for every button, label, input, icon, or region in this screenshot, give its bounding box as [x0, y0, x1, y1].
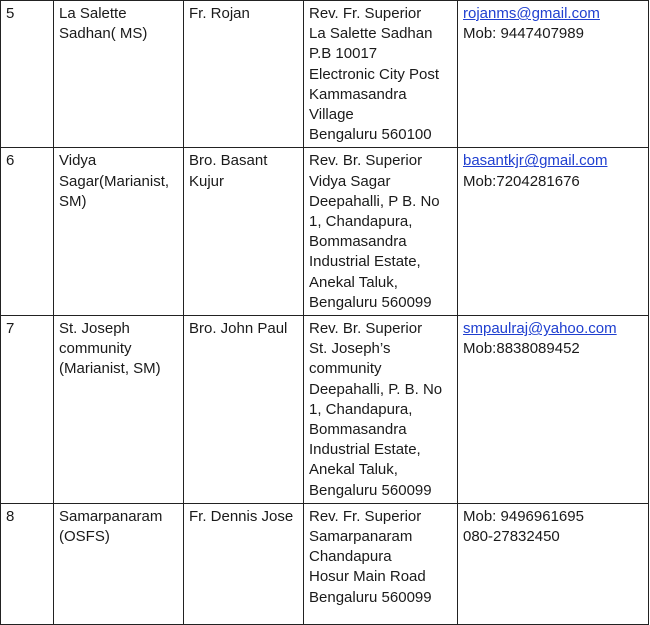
- community-name-line: community: [59, 340, 132, 358]
- contact-cell: [458, 503, 649, 624]
- address-line: Bommasandra: [309, 233, 407, 251]
- email-link[interactable]: smpaulraj@yahoo.com: [463, 320, 617, 338]
- community-name-line: (OSFS): [59, 528, 110, 546]
- email-link[interactable]: rojanms@gmail.com: [463, 5, 600, 22]
- community-name-line: Vidya: [59, 152, 97, 170]
- address-line: St. Joseph’s: [309, 340, 391, 358]
- superior-name-line: Bro. John Paul: [189, 320, 288, 338]
- superior-name-cell: [184, 1, 304, 148]
- community-name-line: St. Joseph: [59, 320, 130, 338]
- superior-name-cell: [184, 316, 304, 504]
- serial-number: 8: [6, 507, 15, 525]
- address-line: Kammasandra: [309, 85, 407, 103]
- address-cell: [304, 316, 458, 504]
- address-line: Bengaluru 560099: [309, 481, 432, 499]
- community-name-line: Sadhan( MS): [59, 25, 148, 43]
- address-line: 1, Chandapura,: [309, 213, 413, 231]
- superior-name-line: Kujur: [189, 172, 225, 190]
- community-name-line: SM): [59, 192, 87, 210]
- address-line: Bommasandra: [309, 421, 407, 439]
- address-line: Rev. Br. Superior: [309, 320, 423, 338]
- address-cell: [304, 148, 458, 316]
- address-line: Bengaluru 560099: [309, 293, 432, 311]
- address-line: Rev. Br. Superior: [309, 152, 423, 170]
- address-line: Samarpanaram: [309, 528, 413, 546]
- address-line: 1, Chandapura,: [309, 400, 413, 418]
- address-cell: [304, 503, 458, 624]
- phone-number: Mob: 9496961695: [463, 507, 584, 525]
- phone-number: Mob:8838089452: [463, 340, 580, 358]
- contact-cell: [458, 148, 649, 316]
- address-cell: [304, 1, 458, 148]
- phone-number: Mob:7204281676: [463, 172, 580, 190]
- serial-number-cell: [1, 503, 54, 624]
- serial-number-cell: [1, 148, 54, 316]
- address-line: Industrial Estate,: [309, 441, 421, 459]
- address-line: Village: [309, 106, 354, 124]
- community-name-line: (Marianist, SM): [59, 360, 161, 378]
- address-line: Hosur Main Road: [309, 568, 426, 586]
- address-line: Electronic City Post: [309, 65, 440, 83]
- serial-number-cell: [1, 316, 54, 504]
- address-line: La Salette Sadhan: [309, 25, 433, 43]
- community-name-line: La Salette: [59, 5, 127, 22]
- table-row: [1, 503, 649, 624]
- address-line: Vidya Sagar: [309, 172, 391, 190]
- address-line: Bengaluru 560100: [309, 126, 432, 144]
- address-line: Rev. Fr. Superior: [309, 5, 422, 22]
- serial-number-cell: [1, 1, 54, 148]
- community-name-cell: [54, 1, 184, 148]
- address-line: Anekal Taluk,: [309, 461, 398, 479]
- superior-name-line: Fr. Rojan: [189, 5, 250, 22]
- contact-cell: [458, 1, 649, 148]
- phone-number: 080-27832450: [463, 528, 560, 546]
- address-line: Rev. Fr. Superior: [309, 507, 422, 525]
- superior-name-line: Bro. Basant: [189, 152, 268, 170]
- table-row: [1, 316, 649, 504]
- address-line: Anekal Taluk,: [309, 273, 398, 291]
- superior-name-line: Fr. Dennis Jose: [189, 507, 294, 525]
- superior-name-cell: [184, 148, 304, 316]
- address-line: community: [309, 360, 382, 378]
- serial-number: 7: [6, 320, 15, 338]
- address-line: Bengaluru 560099: [309, 588, 432, 606]
- community-name-line: Sagar(Marianist,: [59, 172, 170, 190]
- address-line: Chandapura: [309, 548, 392, 566]
- community-name-cell: [54, 148, 184, 316]
- contact-cell: [458, 316, 649, 504]
- table-row: [1, 1, 649, 148]
- serial-number: 6: [6, 152, 15, 170]
- phone-number: Mob: 9447407989: [463, 25, 584, 43]
- community-name-cell: [54, 316, 184, 504]
- table-row: [1, 148, 649, 316]
- serial-number: 5: [6, 5, 15, 22]
- email-link[interactable]: basantkjr@gmail.com: [463, 152, 608, 170]
- table-body: [1, 1, 649, 625]
- address-line: P.B 10017: [309, 45, 378, 63]
- address-line: Industrial Estate,: [309, 253, 421, 271]
- community-name-line: Samarpanaram: [59, 507, 163, 525]
- community-name-cell: [54, 503, 184, 624]
- address-line: Deepahalli, P B. No: [309, 192, 440, 210]
- address-line: Deepahalli, P. B. No: [309, 380, 443, 398]
- superior-name-cell: [184, 503, 304, 624]
